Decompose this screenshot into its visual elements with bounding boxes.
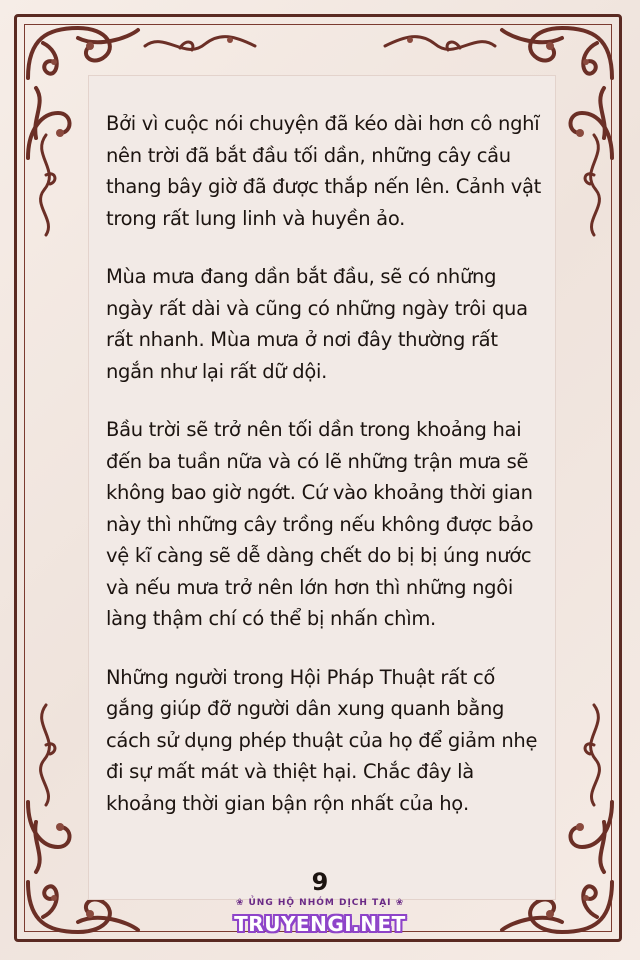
paragraph: Mùa mưa đang dần bắt đầu, sẽ có những ngày rất dài và cũng có những ngày trôi qua rất nhanh. Mùa mưa ở nơi đây thường rất ngắn như lại rất dữ dội. [106, 265, 528, 383]
paragraph: Những người trong Hội Pháp Thuật rất cố gắng giúp đỡ người dân xung quanh bằng cách sử dụng phép thuật của họ để giảm nhẹ đi sự mất mát và thiệt hại. Chắc đây là khoảng thời gian bận rộn nhất của họ. [106, 665, 538, 815]
scroll-flourish-icon [574, 700, 614, 810]
site-watermark: TRUYENGI.NET [234, 912, 406, 936]
story-text [106, 108, 546, 846]
paragraph: Bầu trời sẽ trở nên tối dần trong khoảng hai đến ba tuần nữa và có lẽ những trận mưa sẽ không bao giờ ngớt. Cứ vào khoảng thời gian này thì những cây trồng nếu không được bảo vệ kĩ càng sẽ dễ dàng chết do bị bị úng nước và nếu mưa trở nên lớn hơn thì những ngôi làng thậm chí có thể bị nhấn chìm. [106, 418, 534, 630]
scroll-flourish-icon [140, 26, 260, 66]
paragraph: Bởi vì cuộc nói chuyện đã kéo dài hơn cô nghĩ nên trời đã bắt đầu tối dần, những cây cầu thang bây giờ đã được thắp nến lên. Cảnh vật trong rất lung linh và huyền ảo. [106, 112, 542, 230]
scroll-flourish-icon [26, 700, 66, 810]
scroll-flourish-icon [380, 26, 500, 66]
scroll-flourish-icon [26, 130, 66, 240]
page-number: 9 [311, 868, 329, 896]
scroll-flourish-icon [574, 130, 614, 240]
credit-line: ❀ ỦNG HỘ NHÓM DỊCH TẠI ❀ [235, 898, 405, 908]
